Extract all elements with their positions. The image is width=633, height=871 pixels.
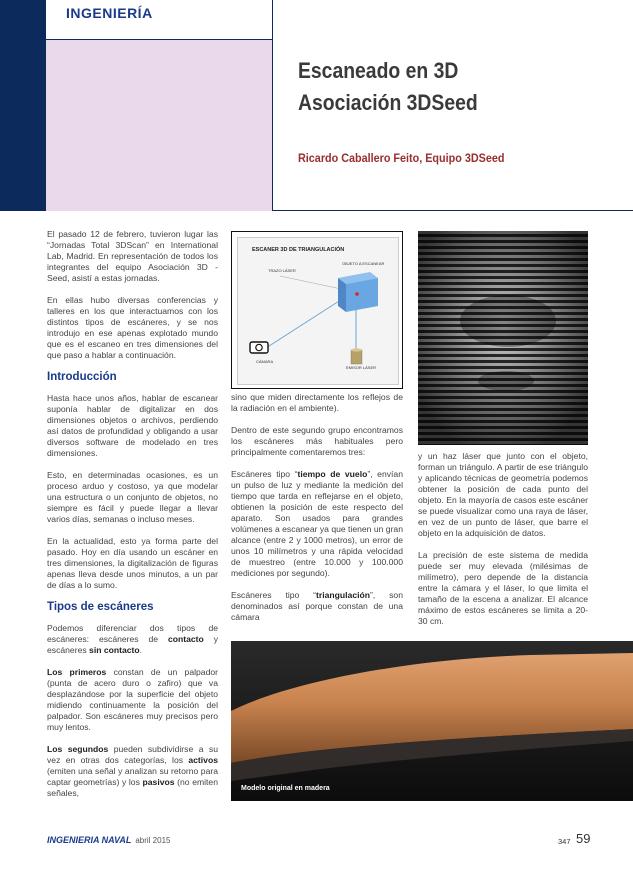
paragraph	[47, 623, 218, 656]
text-run: .	[139, 645, 143, 655]
side-color-bar	[0, 0, 46, 211]
paragraph	[47, 667, 218, 733]
label-emitter: EMISOR LÁSER	[346, 365, 377, 370]
bold-text: Los primeros	[47, 667, 107, 677]
label-laser: TRAZO LÁSER	[268, 268, 296, 273]
figure-laser-face-photo	[418, 231, 588, 445]
bold-text: contacto	[167, 634, 204, 644]
text-run: y escáneres	[47, 634, 218, 655]
triangulation-svg	[238, 238, 400, 386]
paragraph	[47, 744, 218, 799]
bold-text: activos	[188, 755, 218, 765]
paragraph: El pasado 12 de febrero, tuvieron lugar las “Jornadas Total 3DScan” en International Lab, Madrid. En representación de todos los integrantes del equipo Asociación 3D - Seed, asistí a estas jornadas.	[47, 229, 218, 283]
diagram-panel	[237, 237, 399, 385]
article-title	[298, 55, 478, 119]
figure-triangulation-diagram	[231, 231, 403, 389]
issue-date: abril 2015	[135, 836, 171, 845]
text-run: ”, son denominados así porque constan de una cámara	[231, 590, 403, 622]
label-camera: CÁMARA	[256, 359, 274, 364]
label-object: OBJETO A ESCANEAR	[342, 261, 385, 266]
paragraph: La precisión de este sistema de medida puede ser muy elevada (milésimas de milímetro), pero depende de la distancia entre la cámara y el láser, lo que limita el tamaño de la escena a analizar. El alcance máximo de estos escáneres se limita a 20-30 cm.	[418, 550, 588, 626]
paragraph	[231, 590, 403, 623]
paragraph: En la actualidad, esto ya forma parte del pasado. Hoy en día usando un escáner en tres dimensiones, la digitalización de figuras apenas lleva desde unos minutos, a un par de días a lo sumo.	[47, 536, 218, 590]
text-run: ”, envían un pulso de luz y mediante la medición del tiempo que tarda en reflejarse en el objeto, obtienen la posición de este respecto del aparato. Son usados para grandes volúmenes a escanear ya que tienen un gran alcance (entre 2 y 1000 metros), un error de unos 10 milímetros y una rápida velocidad de muestreo (entre 10.000 y 100.000 mediciones por segundo).	[231, 469, 403, 578]
text-run: pueden subdividirse a su vez en otras dos categorías, los	[47, 744, 218, 765]
page-number: 59	[576, 831, 591, 846]
bold-text: tiempo de vuelo	[297, 469, 368, 479]
text-run: Escáneres tipo “	[231, 590, 317, 600]
bold-text: pasivos	[142, 777, 175, 787]
text-run: Podemos diferenciar dos tipos de escáneres: escáneres de	[47, 623, 218, 644]
face-scan-svg	[418, 231, 588, 445]
section-label: INGENIERÍA	[66, 5, 153, 21]
camera-icon	[250, 342, 268, 353]
bold-text: Los segundos	[47, 744, 109, 754]
emitter-top	[351, 348, 362, 351]
header-vertical-rule	[272, 0, 273, 211]
text-run: (emiten una señal y analizan su retorno para captar geometrías) y los	[47, 766, 218, 787]
leader-line	[280, 276, 346, 290]
section-tab	[46, 0, 272, 40]
bold-text: triangulación	[316, 590, 371, 600]
column-2	[231, 392, 403, 634]
volume-number: 347	[558, 837, 571, 846]
laser-spot	[355, 292, 359, 296]
object-cube-front	[346, 278, 378, 312]
heading-introduccion: Introducción	[47, 371, 117, 383]
object-cube-side	[338, 278, 346, 312]
bold-text: sin contacto	[89, 645, 140, 655]
magazine-name: INGENIERIA NAVAL	[47, 835, 132, 845]
laser-emitter-icon	[351, 350, 362, 364]
header-pink-panel	[46, 40, 272, 211]
figure-caption: Modelo original en madera	[241, 785, 330, 792]
heading-tipos-escaneres: Tipos de escáneres	[47, 601, 154, 613]
title-line-2: Asociación 3DSeed	[298, 90, 478, 115]
header-bottom-rule	[272, 210, 633, 211]
paragraph: Esto, en determinadas ocasiones, es un proceso arduo y costoso, ya que modelar una estructura o un conjunto de objetos, no siempre es fácil y puede llegar a llevar varios días, semanas o incluso meses.	[47, 470, 218, 524]
text-run: constan de un palpador (punta de acero duro o zafiro) que va desplazándose por la superficie del objeto midiendo continuamente la posición del palpador. Son escáneres muy precisos pero muy lentos.	[47, 667, 218, 732]
camera-ray	[266, 294, 350, 348]
article-byline: Ricardo Caballero Feito, Equipo 3DSeed	[298, 151, 505, 165]
column-3	[418, 451, 588, 638]
paragraph: En ellas hubo diversas conferencias y talleres en los que interactuamos con los distintos tipos de escáneres, y se nos introdujo en ese apenas explotado mundo que es el escaneo en tres dimensiones del que paso a hablar a continuación.	[47, 295, 218, 360]
figure-wood-model-photo	[231, 641, 633, 801]
text-run: Escáneres tipo “	[231, 469, 298, 479]
paragraph	[231, 469, 403, 579]
footer-brand	[47, 835, 170, 845]
column-1	[47, 229, 218, 810]
paragraph: y un haz láser que junto con el objeto, forman un triángulo. A partir de ese triángulo y aplicando técnicas de geometría podemos obtener la posición de cada punto del objeto. En la mayoría de casos este escáner se puede visualizar como una raya de láser, en vez de un punto de láser, que barre el objeto en la adquisición de datos.	[418, 451, 588, 538]
paragraph: Hasta hace unos años, hablar de escanear suponía hablar de digitalizar en dos dimensiones objetos o archivos, perdiendo así datos de profundidad y obligando a usar diversos software de modelado en tres dimensiones.	[47, 393, 218, 458]
title-line-1: Escaneado en 3D	[298, 58, 459, 83]
text-run: (no emiten señales,	[47, 777, 218, 798]
diagram-title: ESCANER 3D DE TRIANGULACIÓN	[252, 247, 345, 253]
wood-model-svg	[231, 641, 633, 801]
vignette	[418, 231, 588, 445]
paragraph: Dentro de este segundo grupo encontramos los escáneres más habituales pero principalmente comentaremos tres:	[231, 425, 403, 457]
paragraph: sino que miden directamente los reflejos de la radiación en el ambiente).	[231, 392, 403, 413]
